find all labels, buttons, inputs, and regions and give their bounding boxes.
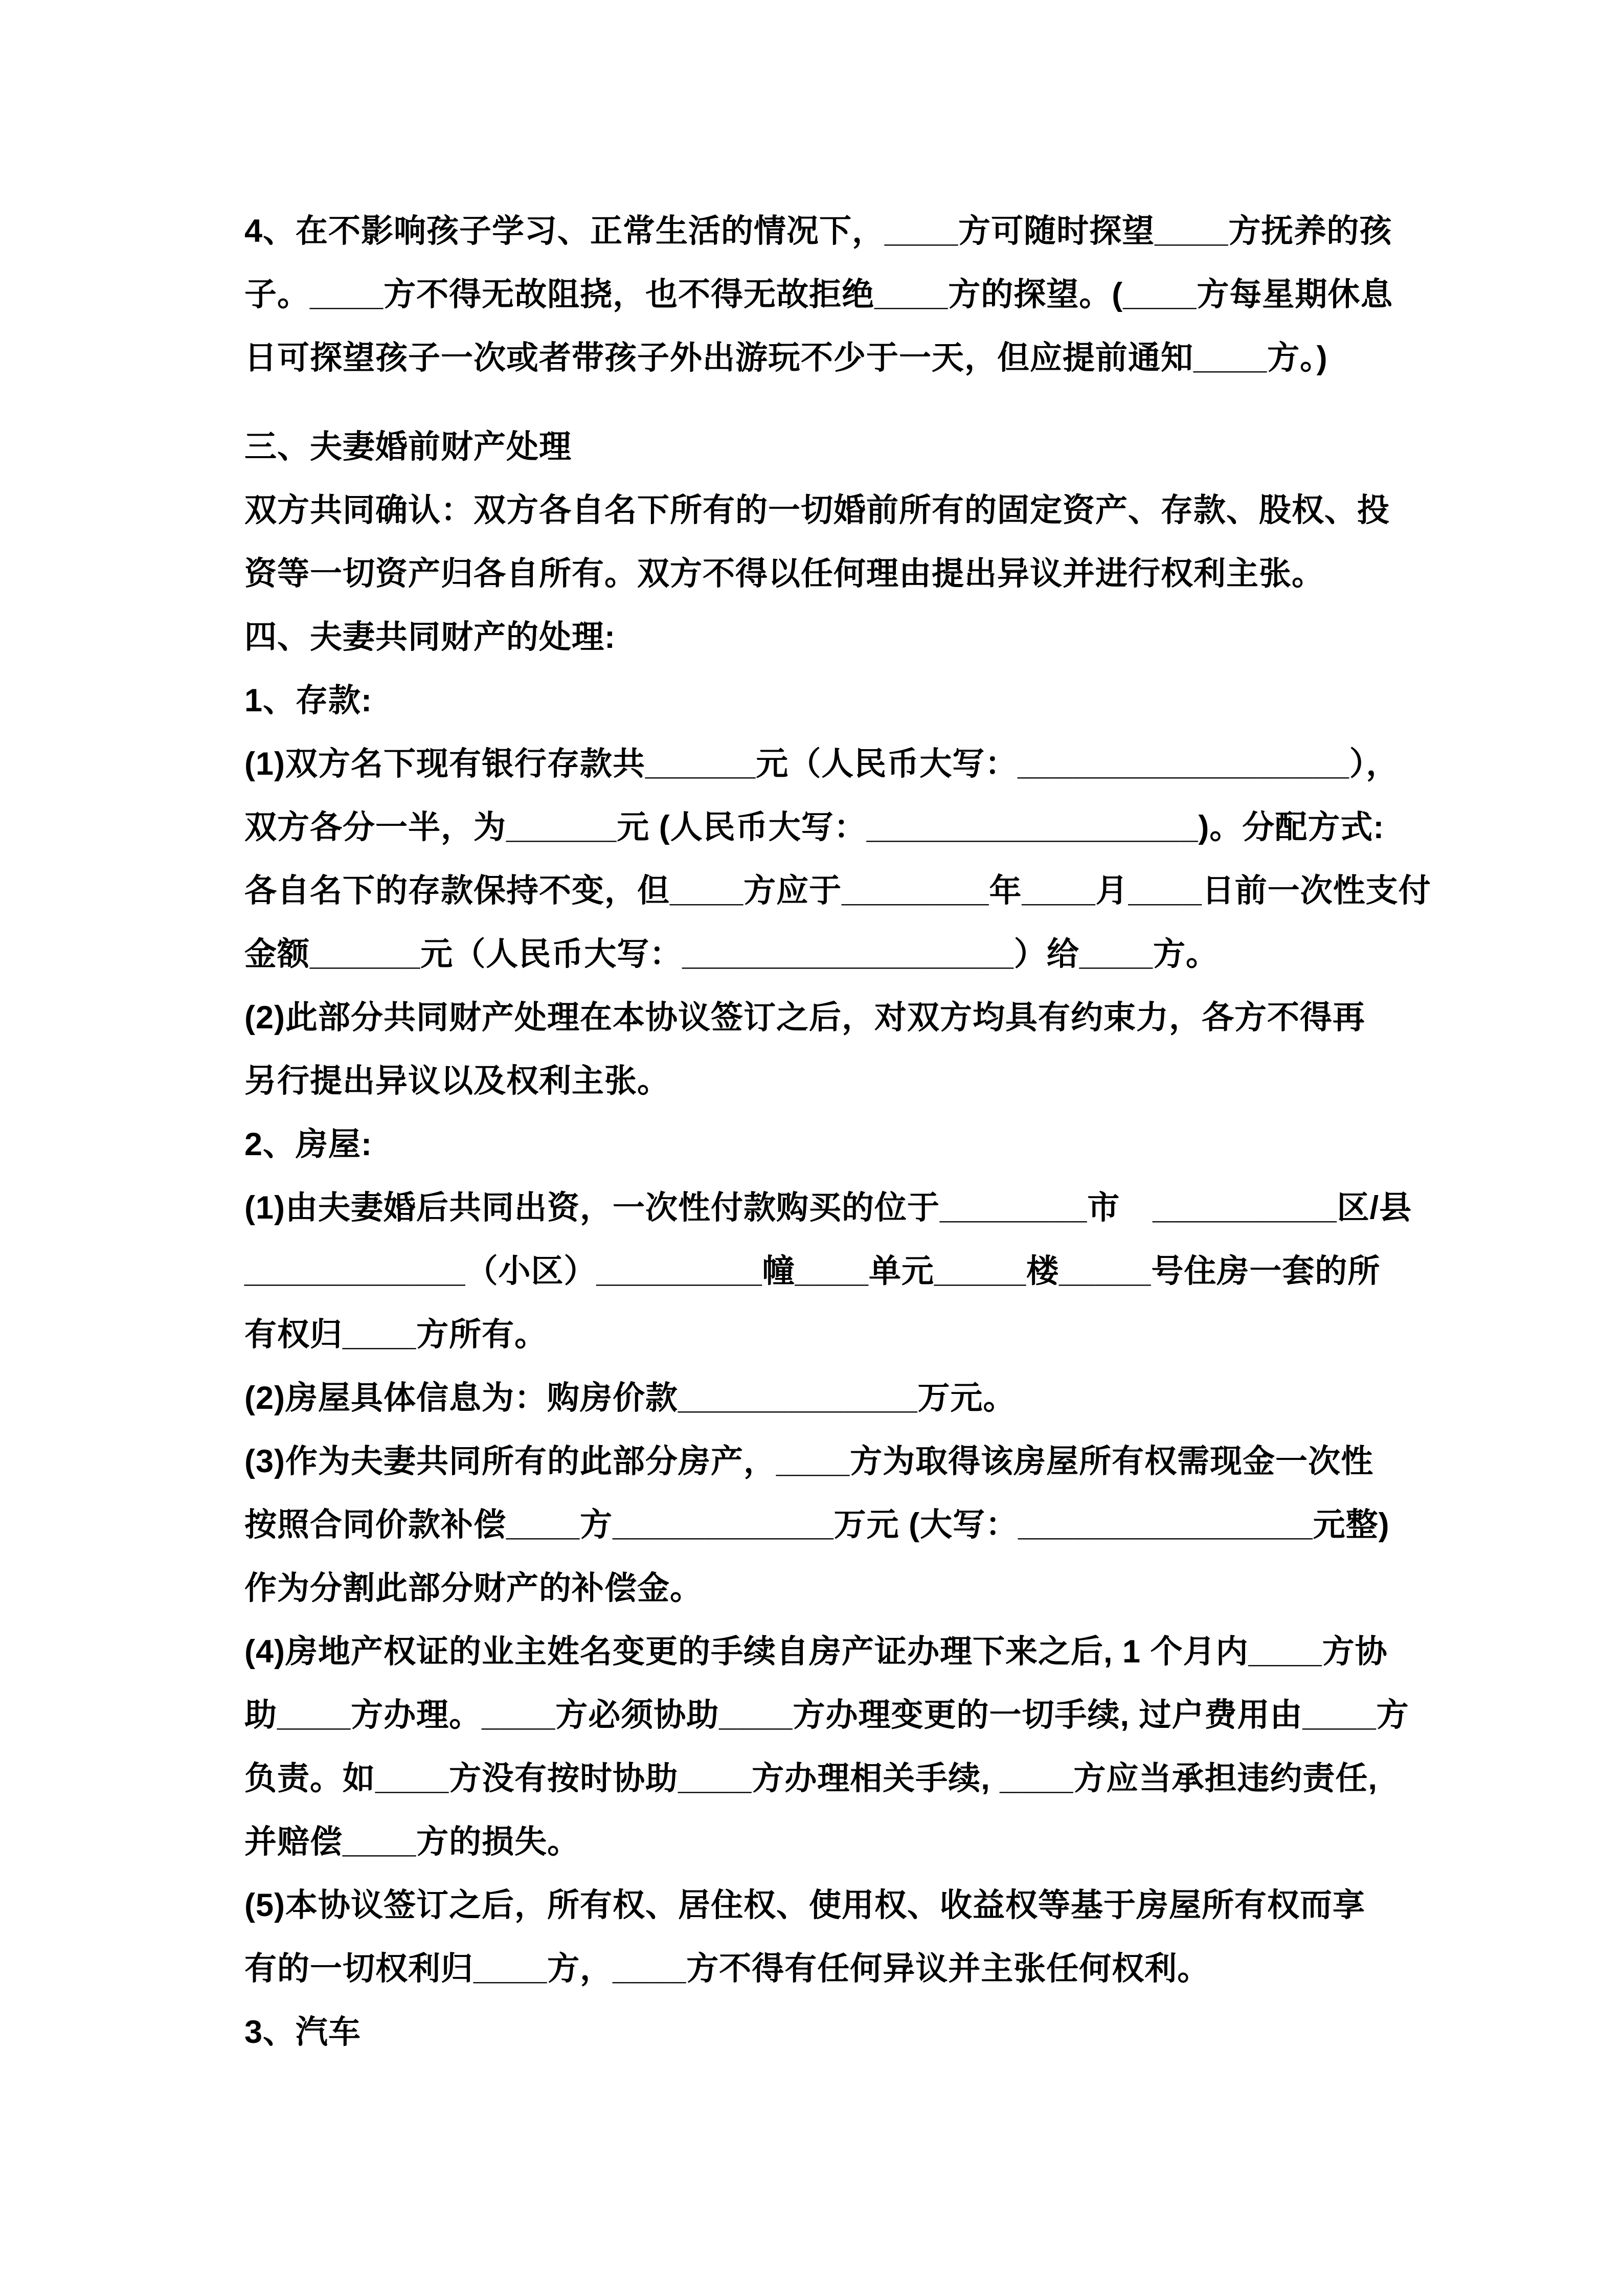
text-line-3: 日可探望孩子一次或者带孩子外出游玩不少于一天，但应提前通知____方。) — [244, 340, 1328, 376]
text-line-24: 助____方办理。____方必须协助____方办理变更的一切手续, 过户费用由____方 — [244, 1697, 1409, 1733]
text-line-27: (5)本协议签订之后，所有权、居住权、使用权、收益权等基于房屋所有权而享 — [244, 1887, 1365, 1923]
text-line-10: 双方各分一半，为______元 (人民币大写：__________________)。分配方式: — [244, 809, 1385, 845]
text-line-6: 资等一切资产归各自所有。双方不得以任何理由提出异议并进行权利主张。 — [244, 556, 1324, 592]
text-line-20: (3)作为夫妻共同所有的此部分房产，____方为取得该房屋所有权需现金一次性 — [244, 1444, 1374, 1479]
text-line-14: 另行提出异议以及权利主张。 — [244, 1063, 670, 1099]
text-line-26: 并赔偿____方的损失。 — [244, 1824, 580, 1860]
item-heading-car: 3、汽车 — [244, 2014, 362, 2050]
text-line-22: 作为分割此部分财产的补偿金。 — [244, 1570, 703, 1606]
text-line-16: (1)由夫妻婚后共同出资，一次性付款购买的位于________市 __________区/县 — [244, 1190, 1412, 1226]
item-heading-deposits: 1、存款: — [244, 683, 373, 718]
text-line-19: (2)房屋具体信息为：购房价款_____________万元。 — [244, 1380, 1016, 1416]
text-line-18: 有权归____方所有。 — [244, 1317, 548, 1353]
text-line-28: 有的一切权利归____方，____方不得有任何异议并主张任何权利。 — [244, 1951, 1210, 1987]
text-line-11: 各自名下的存款保持不变，但____方应于________年____月____日前一次性支付 — [244, 873, 1431, 909]
item-heading-house: 2、房屋: — [244, 1127, 373, 1162]
text-line-1: 4、在不影响孩子学习、正常生活的情况下，____方可随时探望____方抚养的孩 — [244, 213, 1392, 249]
text-line-17: ____________（小区）_________幢____单元_____楼_____号住房一套的所 — [244, 1253, 1381, 1289]
text-line-23: (4)房地产权证的业主姓名变更的手续自房产证办理下来之后, 1 个月内____方协 — [244, 1634, 1388, 1670]
section-heading-joint-property: 四、夫妻共同财产的处理: — [244, 619, 616, 655]
text-line-9: (1)双方名下现有银行存款共______元（人民币大写：__________________）， — [244, 746, 1399, 782]
text-line-21: 按照合同价款补偿____方____________万元 (大写：________________元整) — [244, 1507, 1390, 1543]
text-line-12: 金额______元（人民币大写：__________________）给____方。 — [244, 936, 1219, 972]
text-line-25: 负责。如____方没有按时协助____方办理相关手续, ____方应当承担违约责任, — [244, 1761, 1378, 1796]
text-line-5: 双方共同确认：双方各自名下所有的一切婚前所有的固定资产、存款、股权、投 — [244, 492, 1390, 528]
text-line-13: (2)此部分共同财产处理在本协议签订之后，对双方均具有约束力，各方不得再 — [244, 1000, 1365, 1036]
section-heading-premarital-property: 三、夫妻婚前财产处理 — [244, 429, 572, 465]
text-line-2: 子。____方不得无故阻挠，也不得无故拒绝____方的探望。(____方每星期休息 — [244, 277, 1393, 312]
